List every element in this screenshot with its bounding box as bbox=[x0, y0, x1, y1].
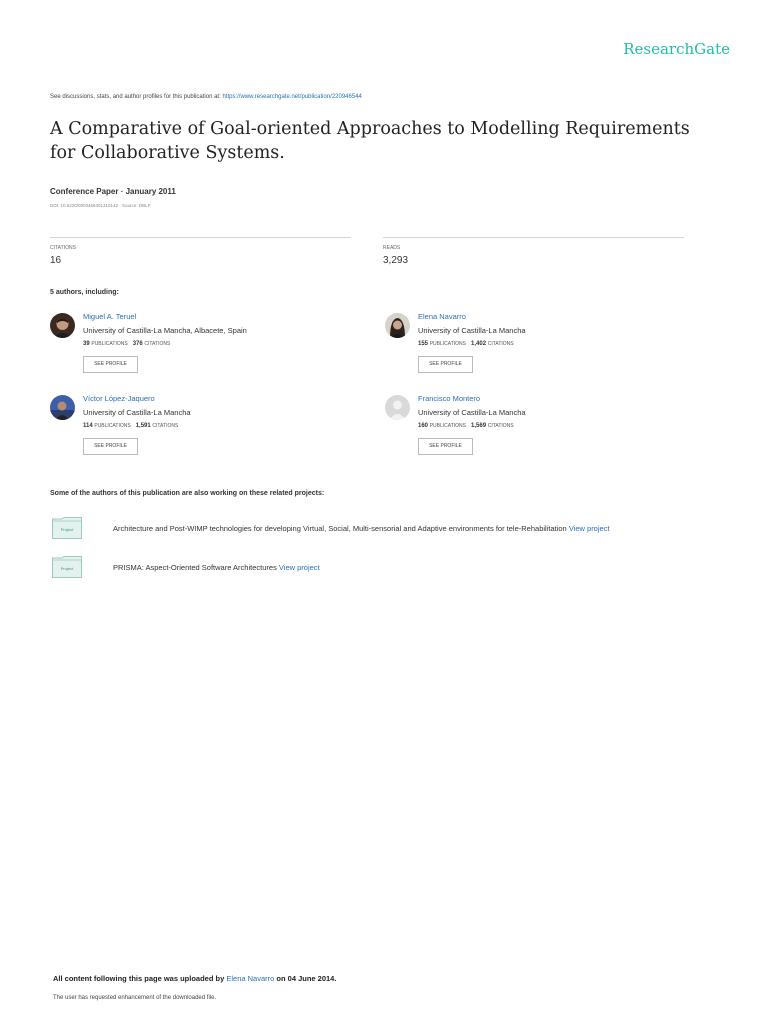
author-citations-count: 1,569 bbox=[471, 423, 487, 429]
author-affiliation: University of Castilla-La Mancha bbox=[418, 408, 526, 417]
discussions-prefix: See discussions, stats, and author profiles for this publication at: bbox=[50, 94, 221, 100]
publications-label: PUBLICATIONS bbox=[429, 423, 466, 429]
avatar[interactable] bbox=[50, 313, 75, 338]
publication-url-link[interactable]: https://www.researchgate.net/publication/220946544 bbox=[222, 94, 362, 100]
author-stats bbox=[418, 341, 514, 347]
paper-doi: DOI: 10.5220/0003466301310142 · Source: DBLP bbox=[50, 203, 151, 208]
citations-label: CITATIONS bbox=[152, 423, 179, 429]
author-publications-count: 114 bbox=[83, 423, 93, 429]
publications-label: PUBLICATIONS bbox=[91, 341, 128, 347]
see-profile-button[interactable]: SEE PROFILE bbox=[418, 438, 473, 455]
author-stats bbox=[83, 341, 170, 347]
divider-citations bbox=[50, 237, 351, 238]
project-folder-icon[interactable] bbox=[52, 556, 82, 578]
avatar[interactable] bbox=[50, 395, 75, 420]
see-profile-button[interactable]: SEE PROFILE bbox=[83, 438, 138, 455]
author-publications-count: 160 bbox=[418, 423, 429, 429]
divider-reads bbox=[383, 237, 684, 238]
project-folder-icon[interactable] bbox=[52, 517, 82, 539]
author-name[interactable]: Miguel A. Teruel bbox=[83, 312, 137, 321]
avatar[interactable] bbox=[385, 313, 410, 338]
citations-value: 16 bbox=[50, 255, 62, 266]
paper-title: A Comparative of Goal-oriented Approaches to Modelling Requirements for Collaborative Systems. bbox=[50, 119, 690, 163]
author-publications-count: 155 bbox=[418, 341, 429, 347]
publications-label: PUBLICATIONS bbox=[94, 423, 131, 429]
citations-label: CITATIONS bbox=[144, 341, 171, 347]
project-title: PRISMA: Aspect-Oriented Software Architectures bbox=[113, 563, 277, 572]
author-publications-count: 39 bbox=[83, 341, 90, 347]
project-title: Architecture and Post-WIMP technologies for developing Virtual, Social, Multi-sensorial and Adaptive environments for tele-Rehabilitation bbox=[113, 524, 567, 533]
author-card bbox=[385, 313, 675, 383]
author-stats bbox=[83, 423, 178, 429]
author-name[interactable]: Elena Navarro bbox=[418, 312, 466, 321]
author-name[interactable]: Víctor López-Jaquero bbox=[83, 394, 155, 403]
publications-label: PUBLICATIONS bbox=[429, 341, 466, 347]
project-item bbox=[113, 563, 320, 572]
researchgate-logo[interactable]: ResearchGate bbox=[623, 40, 730, 58]
author-citations-count: 376 bbox=[132, 341, 143, 347]
reads-value: 3,293 bbox=[383, 255, 409, 266]
author-affiliation: University of Castilla-La Mancha, Albacete, Spain bbox=[83, 326, 247, 335]
author-card bbox=[385, 395, 675, 465]
citations-label: CITATIONS bbox=[487, 423, 514, 429]
project-icon-label: Project bbox=[60, 566, 74, 571]
uploader-link[interactable]: Elena Navarro bbox=[226, 974, 275, 983]
author-affiliation: University of Castilla-La Mancha bbox=[418, 326, 526, 335]
enhancement-note: The user has requested enhancement of the downloaded file. bbox=[53, 995, 217, 1001]
author-affiliation: University of Castilla-La Mancha bbox=[83, 408, 191, 417]
upload-info bbox=[53, 974, 336, 983]
discussions-line bbox=[50, 94, 362, 100]
author-card bbox=[50, 395, 340, 465]
citations-label: CITATIONS bbox=[50, 245, 76, 251]
project-icon-label: Project bbox=[60, 527, 74, 532]
view-project-link[interactable]: View project bbox=[568, 524, 610, 533]
author-name[interactable]: Francisco Montero bbox=[418, 394, 481, 403]
authors-heading: 5 authors, including: bbox=[50, 289, 119, 296]
citations-label: CITATIONS bbox=[487, 341, 514, 347]
see-profile-button[interactable]: SEE PROFILE bbox=[83, 356, 138, 373]
project-item bbox=[113, 524, 610, 533]
author-citations-count: 1,402 bbox=[471, 341, 487, 347]
author-stats bbox=[418, 423, 514, 429]
view-project-link[interactable]: View project bbox=[278, 563, 320, 572]
author-card bbox=[50, 313, 340, 383]
upload-date: on 04 June 2014. bbox=[276, 974, 337, 983]
upload-prefix: All content following this page was uploaded by bbox=[53, 974, 225, 983]
projects-heading: Some of the authors of this publication are also working on these related projects: bbox=[50, 490, 325, 497]
author-citations-count: 1,591 bbox=[135, 423, 151, 429]
paper-type-date: Conference Paper · January 2011 bbox=[50, 187, 176, 196]
reads-label: READS bbox=[383, 245, 401, 251]
see-profile-button[interactable]: SEE PROFILE bbox=[418, 356, 473, 373]
avatar-placeholder-icon[interactable] bbox=[385, 395, 410, 420]
